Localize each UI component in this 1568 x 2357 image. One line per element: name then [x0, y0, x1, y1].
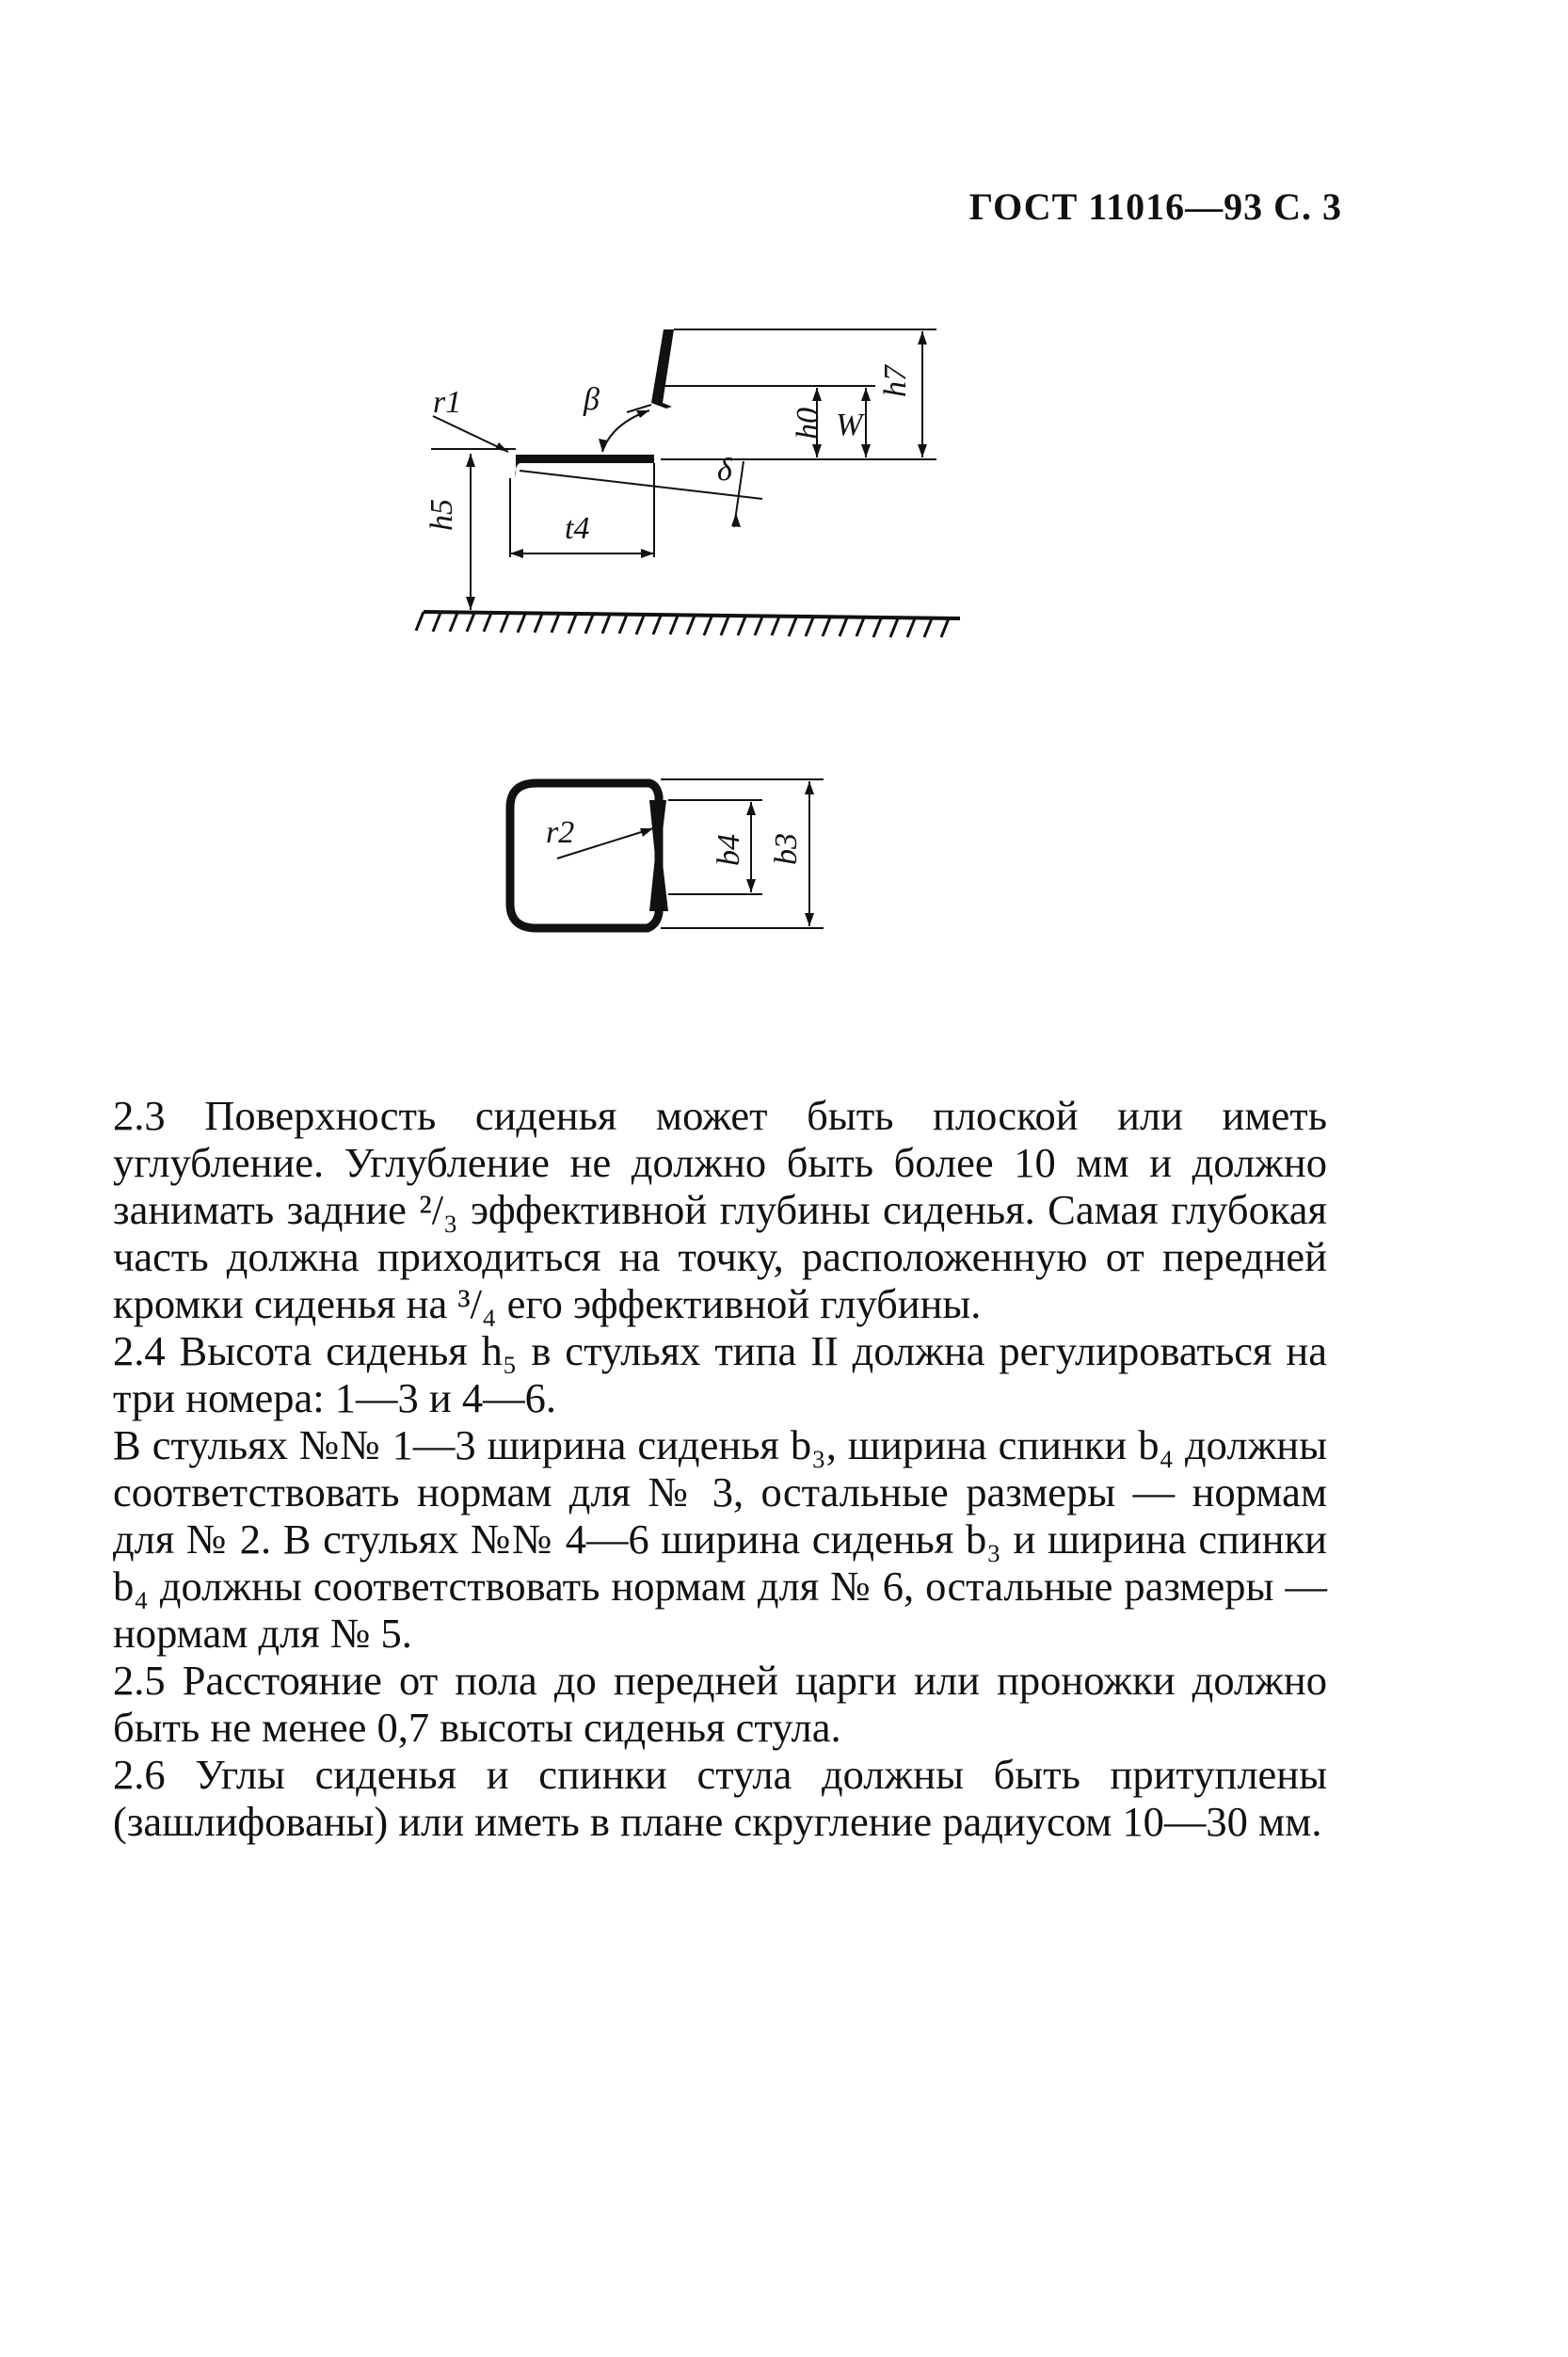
body-text: [113, 1092, 1327, 1845]
label-r1: r1: [433, 385, 462, 420]
label-r2: r2: [546, 815, 575, 850]
label-t4: t4: [565, 511, 590, 546]
label-h5: h5: [424, 499, 459, 531]
chair-profile-diagram: [414, 311, 979, 659]
paragraph-2-4-continued: В стульях №№ 1—3 ширина сиденья b₃, ширина спинки b₄ должны соответствовать нормам для № 3, остальные размеры — нормам для № 2. В стульях №№ 4—6 ширина сиденья b₃ и ширина спинки b₄ должны соответствовать нормам для № 6, остальные размеры — нормам для № 5.: [113, 1421, 1327, 1657]
paragraph-2-3: 2.3 Поверхность сиденья может быть плоской или иметь углубление. Углубление не должно быть более 10 мм и должно занимать задние ²/₃ эффективной глубины сиденья. Самая глубокая часть должна приходиться на точку, расположенную от передней кромки сиденья на ³/₄ его эффективной глубины.: [113, 1092, 1327, 1327]
seat-outline: [510, 783, 659, 928]
paragraph-2-5: 2.5 Расстояние от пола до передней царги или проножки должно быть не менее 0,7 высоты сиденья стула.: [113, 1657, 1327, 1751]
label-delta: δ: [717, 453, 732, 488]
seat-shape: [516, 455, 655, 478]
label-w: W: [836, 408, 863, 442]
beta-arc: [602, 410, 649, 452]
label-h7: h7: [878, 365, 913, 397]
backrest-section: [649, 800, 668, 911]
label-b4: b4: [712, 834, 746, 866]
paragraph-2-6: 2.6 Углы сиденья и спинки стула должны быть притуплены (зашлифованы) или иметь в плане скругление радиусом 10—30 мм.: [113, 1751, 1327, 1845]
page-header: ГОСТ 11016—93 С. 3: [968, 185, 1342, 228]
backrest-shape: [651, 329, 674, 409]
floor-line: [424, 612, 960, 618]
seat-plan-diagram: [499, 772, 838, 941]
label-h0: h0: [791, 408, 825, 440]
paragraph-2-4: 2.4 Высота сиденья h₅ в стульях типа II должна регулироваться на три номера: 1—3 и 4—6.: [113, 1327, 1327, 1421]
label-b3: b3: [769, 833, 804, 865]
label-beta: β: [584, 382, 600, 417]
